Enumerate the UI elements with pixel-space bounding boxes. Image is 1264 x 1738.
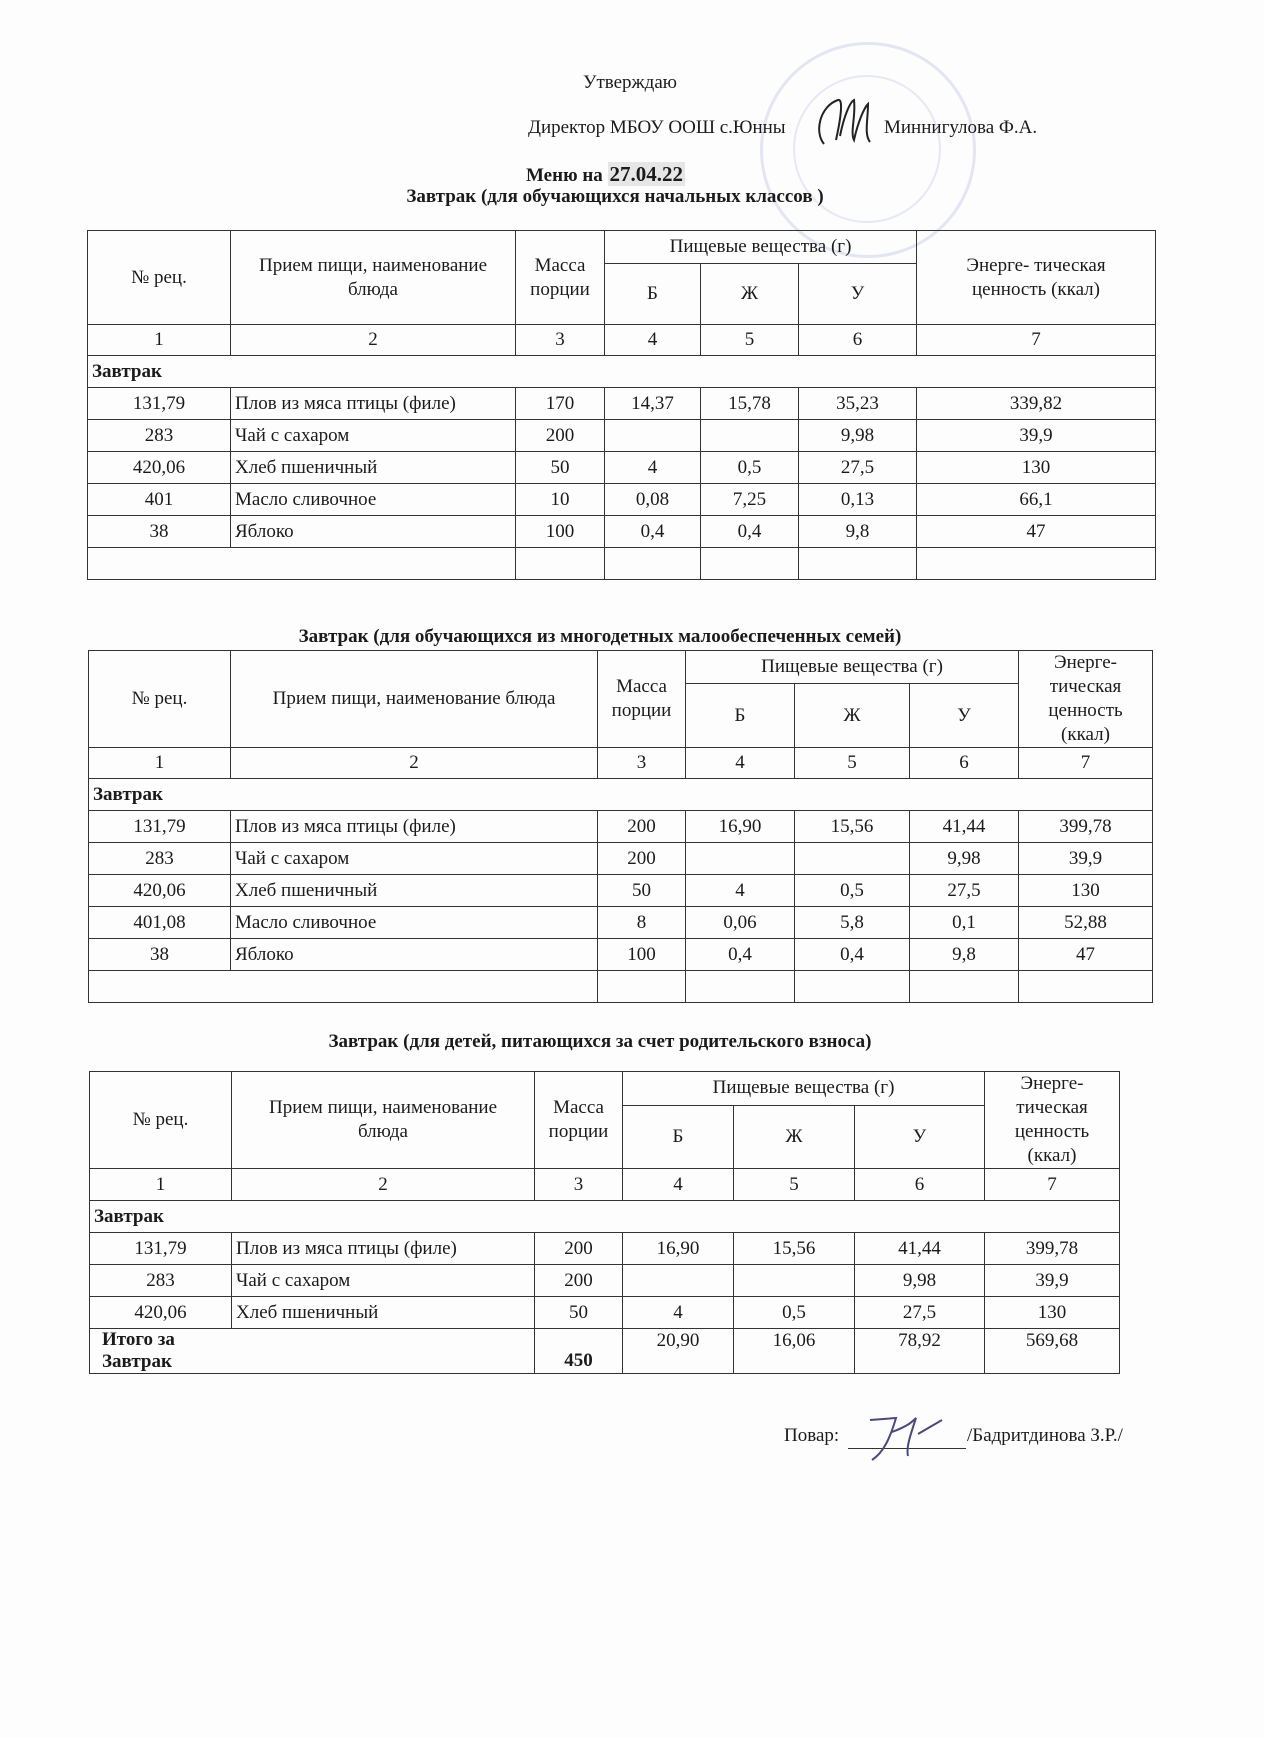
cell-zh xyxy=(701,420,799,452)
col-number: 6 xyxy=(910,748,1019,779)
cell-u: 9,98 xyxy=(855,1265,985,1297)
cell-mass: 50 xyxy=(598,875,686,907)
menu-table-3 xyxy=(89,1071,1120,1374)
total-mass: 450 xyxy=(535,1329,623,1374)
header-dish: Прием пищи, наименование блюда xyxy=(231,651,598,748)
cell-num: 38 xyxy=(88,516,231,548)
table-row xyxy=(88,516,1156,548)
cell-mass: 200 xyxy=(516,420,605,452)
table-row xyxy=(90,1297,1120,1329)
header-nutrients: Пищевые вещества (г) xyxy=(605,231,917,264)
col-number: 7 xyxy=(1019,748,1153,779)
cell-u: 27,5 xyxy=(855,1297,985,1329)
header-b: Б xyxy=(605,264,701,325)
col-number: 1 xyxy=(89,748,231,779)
col-number: 2 xyxy=(231,325,516,356)
cell-b: 16,90 xyxy=(623,1233,734,1265)
cell-num: 420,06 xyxy=(88,452,231,484)
cell-dish: Чай с сахаром xyxy=(232,1265,535,1297)
cell-b: 0,06 xyxy=(686,907,795,939)
cell-u: 0,13 xyxy=(799,484,917,516)
cell-energy: 130 xyxy=(1019,875,1153,907)
table-2-title: Завтрак (для обучающихся из многодетных малообеспеченных семей) xyxy=(298,626,902,647)
total-b: 20,90 xyxy=(623,1329,734,1374)
header-zh: Ж xyxy=(795,684,910,748)
cook-name: /Бадритдинова З.Р./ xyxy=(967,1425,1123,1446)
cell-mass: 8 xyxy=(598,907,686,939)
cell-energy: 39,9 xyxy=(1019,843,1153,875)
col-number: 3 xyxy=(535,1169,623,1201)
cell-energy: 130 xyxy=(917,452,1156,484)
cell-dish: Плов из мяса птицы (филе) xyxy=(232,1233,535,1265)
approval-title: Утверждаю xyxy=(583,72,677,93)
cell-zh: 15,78 xyxy=(701,388,799,420)
cell-num: 401 xyxy=(88,484,231,516)
cell-num: 283 xyxy=(90,1265,232,1297)
header-mass: Масса порции xyxy=(516,231,605,325)
cell-dish: Яблоко xyxy=(231,939,598,971)
cell-energy: 39,9 xyxy=(985,1265,1120,1297)
cell-dish: Чай с сахаром xyxy=(231,843,598,875)
cell-mass: 200 xyxy=(598,843,686,875)
cell-zh xyxy=(795,843,910,875)
cell-b xyxy=(623,1265,734,1297)
menu-heading xyxy=(526,162,685,187)
cell-u: 27,5 xyxy=(799,452,917,484)
cell-mass: 100 xyxy=(516,516,605,548)
cell-num: 131,79 xyxy=(89,811,231,843)
cell-energy: 399,78 xyxy=(985,1233,1120,1265)
col-number: 3 xyxy=(598,748,686,779)
cell-num: 420,06 xyxy=(89,875,231,907)
cell-b: 14,37 xyxy=(605,388,701,420)
cell-zh: 0,5 xyxy=(795,875,910,907)
section-label: Завтрак xyxy=(90,1201,1120,1233)
cell-b: 4 xyxy=(686,875,795,907)
header-nutrients: Пищевые вещества (г) xyxy=(686,651,1019,684)
cell-num: 131,79 xyxy=(90,1233,232,1265)
cook-signature xyxy=(862,1408,952,1463)
cell-dish: Масло сливочное xyxy=(231,484,516,516)
total-label: Итого за Завтрак xyxy=(102,1329,175,1372)
cell-energy: 47 xyxy=(917,516,1156,548)
cell-zh: 15,56 xyxy=(734,1233,855,1265)
table-row xyxy=(89,939,1153,971)
cell-energy: 130 xyxy=(985,1297,1120,1329)
cell-mass: 50 xyxy=(535,1297,623,1329)
section-label: Завтрак xyxy=(89,779,1153,811)
cell-energy: 399,78 xyxy=(1019,811,1153,843)
cell-u: 35,23 xyxy=(799,388,917,420)
cell-energy: 339,82 xyxy=(917,388,1156,420)
table-3-title: Завтрак (для детей, питающихся за счет родительского взноса) xyxy=(328,1031,872,1052)
table-row xyxy=(89,875,1153,907)
cell-zh: 0,4 xyxy=(701,516,799,548)
col-number: 5 xyxy=(795,748,910,779)
cell-dish: Масло сливочное xyxy=(231,907,598,939)
header-mass: Масса порции xyxy=(598,651,686,748)
cell-mass: 50 xyxy=(516,452,605,484)
table-row xyxy=(89,907,1153,939)
header-num: № рец. xyxy=(90,1072,232,1169)
cell-b: 0,08 xyxy=(605,484,701,516)
cell-num: 283 xyxy=(89,843,231,875)
cell-dish: Яблоко xyxy=(231,516,516,548)
cell-mass: 10 xyxy=(516,484,605,516)
menu-date: 27.04.22 xyxy=(609,162,684,186)
table-row xyxy=(88,420,1156,452)
table-row xyxy=(90,1265,1120,1297)
cell-num: 401,08 xyxy=(89,907,231,939)
total-zh: 16,06 xyxy=(734,1329,855,1374)
cell-b xyxy=(605,420,701,452)
header-u: У xyxy=(910,684,1019,748)
cell-dish: Чай с сахаром xyxy=(231,420,516,452)
col-number: 5 xyxy=(701,325,799,356)
cell-dish: Плов из мяса птицы (филе) xyxy=(231,388,516,420)
cell-u: 9,8 xyxy=(910,939,1019,971)
table-1-title: Завтрак (для обучающихся начальных классов ) xyxy=(406,186,824,207)
cell-dish: Плов из мяса птицы (филе) xyxy=(231,811,598,843)
cell-dish: Хлеб пшеничный xyxy=(232,1297,535,1329)
cell-u: 9,98 xyxy=(910,843,1019,875)
cell-mass: 200 xyxy=(535,1265,623,1297)
header-energy: Энерге- тическая ценность (ккал) xyxy=(985,1072,1120,1169)
total-energy: 569,68 xyxy=(985,1329,1120,1374)
table-row xyxy=(88,388,1156,420)
section-label: Завтрак xyxy=(88,356,1156,388)
col-number: 5 xyxy=(734,1169,855,1201)
cell-u: 9,8 xyxy=(799,516,917,548)
col-number: 6 xyxy=(855,1169,985,1201)
table-row xyxy=(88,484,1156,516)
header-u: У xyxy=(799,264,917,325)
cell-u: 0,1 xyxy=(910,907,1019,939)
header-zh: Ж xyxy=(734,1105,855,1168)
header-nutrients: Пищевые вещества (г) xyxy=(623,1072,985,1106)
cell-zh xyxy=(734,1265,855,1297)
col-number: 7 xyxy=(917,325,1156,356)
cook-label: Повар: xyxy=(784,1425,840,1446)
director-title: Директор МБОУ ООШ с.Юнны xyxy=(528,117,786,138)
cell-dish: Хлеб пшеничный xyxy=(231,452,516,484)
cell-num: 131,79 xyxy=(88,388,231,420)
col-number: 7 xyxy=(985,1169,1120,1201)
cell-zh: 0,5 xyxy=(734,1297,855,1329)
cell-zh: 15,56 xyxy=(795,811,910,843)
cell-zh: 0,5 xyxy=(701,452,799,484)
cell-u: 27,5 xyxy=(910,875,1019,907)
director-name: Миннигулова Ф.А. xyxy=(884,117,1038,138)
col-number: 6 xyxy=(799,325,917,356)
cell-num: 283 xyxy=(88,420,231,452)
director-signature xyxy=(810,92,890,152)
cell-mass: 200 xyxy=(535,1233,623,1265)
cell-b xyxy=(686,843,795,875)
col-number: 1 xyxy=(88,325,231,356)
header-dish: Прием пищи, наименование блюда xyxy=(231,231,516,325)
cell-energy: 66,1 xyxy=(917,484,1156,516)
cell-energy: 52,88 xyxy=(1019,907,1153,939)
cell-u: 41,44 xyxy=(910,811,1019,843)
cell-energy: 47 xyxy=(1019,939,1153,971)
cell-b: 16,90 xyxy=(686,811,795,843)
menu-table-2 xyxy=(88,650,1153,1003)
header-num: № рец. xyxy=(89,651,231,748)
cell-mass: 100 xyxy=(598,939,686,971)
col-number: 4 xyxy=(686,748,795,779)
col-number: 2 xyxy=(232,1169,535,1201)
table-row xyxy=(89,811,1153,843)
header-energy: Энерге- тическая ценность (ккал) xyxy=(917,231,1156,325)
cell-u: 41,44 xyxy=(855,1233,985,1265)
cell-dish: Хлеб пшеничный xyxy=(231,875,598,907)
header-mass: Масса порции xyxy=(535,1072,623,1169)
empty-row xyxy=(88,548,1156,580)
col-number: 4 xyxy=(623,1169,734,1201)
empty-row xyxy=(89,971,1153,1003)
header-dish: Прием пищи, наименование блюда xyxy=(232,1072,535,1169)
col-number: 2 xyxy=(231,748,598,779)
cell-b: 4 xyxy=(605,452,701,484)
cell-num: 38 xyxy=(89,939,231,971)
col-number: 1 xyxy=(90,1169,232,1201)
menu-table-1 xyxy=(87,230,1156,580)
cell-num: 420,06 xyxy=(90,1297,232,1329)
col-number: 3 xyxy=(516,325,605,356)
header-energy: Энерге- тическая ценность (ккал) xyxy=(1019,651,1153,748)
cell-u: 9,98 xyxy=(799,420,917,452)
header-zh: Ж xyxy=(701,264,799,325)
total-u: 78,92 xyxy=(855,1329,985,1374)
total-row xyxy=(90,1329,1120,1374)
cell-zh: 0,4 xyxy=(795,939,910,971)
cell-zh: 7,25 xyxy=(701,484,799,516)
menu-label: Меню на xyxy=(526,165,603,186)
table-row xyxy=(89,843,1153,875)
table-row xyxy=(88,452,1156,484)
table-row xyxy=(90,1233,1120,1265)
cell-mass: 200 xyxy=(598,811,686,843)
header-b: Б xyxy=(623,1105,734,1168)
cell-b: 0,4 xyxy=(605,516,701,548)
header-u: У xyxy=(855,1105,985,1168)
header-b: Б xyxy=(686,684,795,748)
header-num: № рец. xyxy=(88,231,231,325)
cell-zh: 5,8 xyxy=(795,907,910,939)
cell-b: 4 xyxy=(623,1297,734,1329)
cell-b: 0,4 xyxy=(686,939,795,971)
cell-mass: 170 xyxy=(516,388,605,420)
col-number: 4 xyxy=(605,325,701,356)
cell-energy: 39,9 xyxy=(917,420,1156,452)
